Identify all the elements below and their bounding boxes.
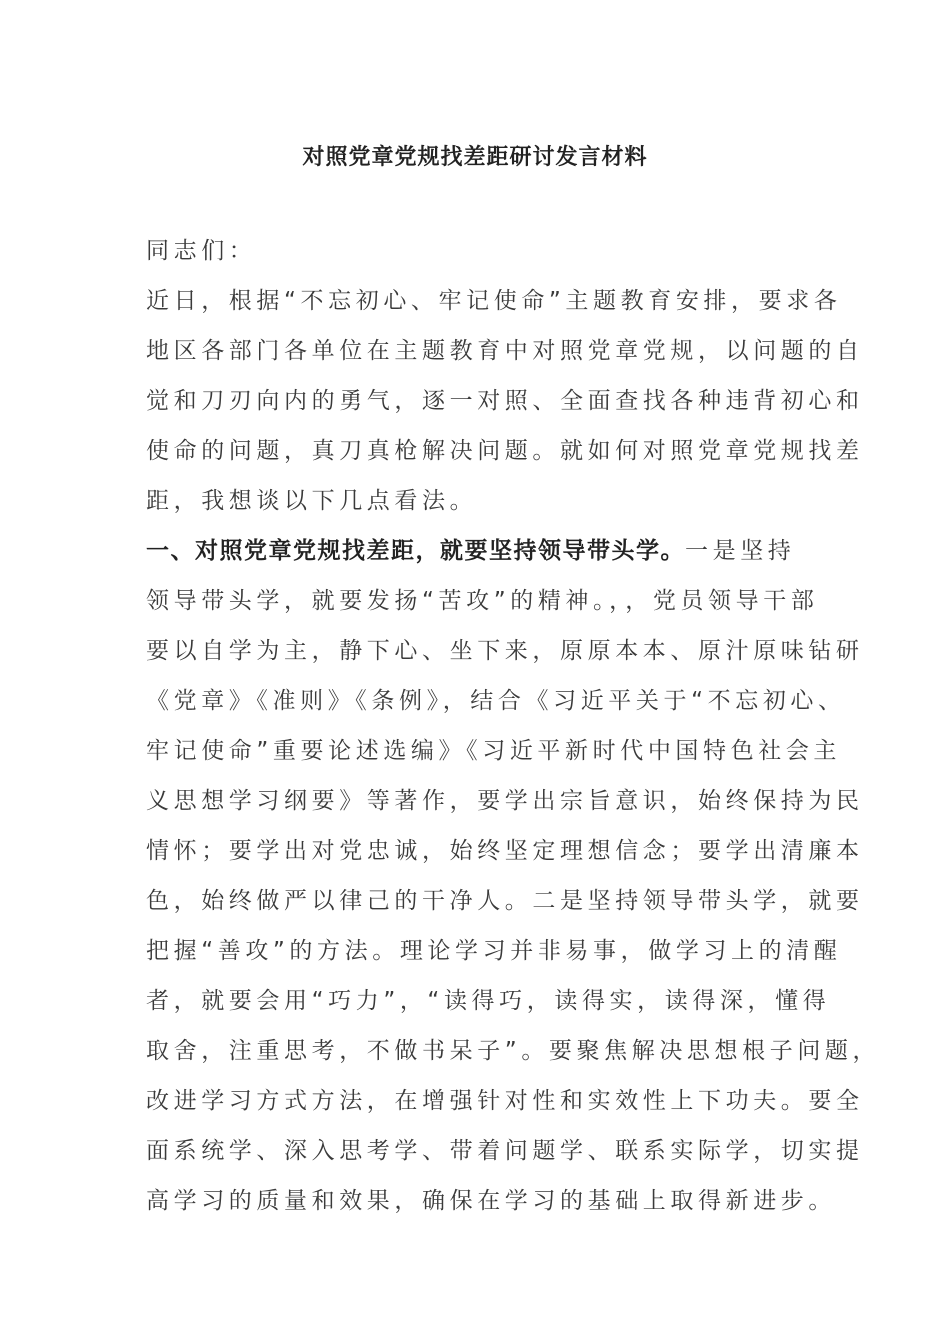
body-line: 者，就要会用“巧力”，“读得巧，读得实，读得深，懂得 [146,988,831,1014]
body-line: 要以自学为主，静下心、坐下来，原原本本、原汁原味钻研 [146,638,864,664]
body-line: 改进学习方式方法，在增强针对性和实效性上下功夫。要全 [146,1088,864,1114]
body-line: 取舍，注重思考，不做书呆子”。要聚焦解决思想根子问题， [146,1038,881,1064]
body-line: 把握“善攻”的方法。理论学习并非易事，做学习上的清醒 [146,938,842,964]
body-line: 情怀；要学出对党忠诚，始终坚定理想信念；要学出清廉本 [146,838,864,864]
body-line: 领导带头学，就要发扬“苦攻”的精神。，，党员领导干部 [146,588,819,614]
section-heading-line [146,536,795,566]
body-line: 义思想学习纲要》等著作，要学出宗旨意识，始终保持为民 [146,788,864,814]
document-title: 对照党章党规找差距研讨发言材料 [302,145,648,170]
section-heading: 一、对照党章党规找差距，就要坚持领导带头学。 [146,538,685,564]
body-line: 高学习的质量和效果，确保在学习的基础上取得新进步。 [146,1188,836,1214]
intro-line: 近日，根据“不忘初心、牢记使命”主题教育安排，要求各 [146,288,842,314]
section-first-line-rest: 一是坚持 [685,538,796,564]
intro-line: 距，我想谈以下几点看法。 [146,488,478,514]
body-line: 牢记使命”重要论述选编》《习近平新时代中国特色社会主 [146,738,842,764]
salutation: 同志们： [146,238,257,264]
body-line: 《党章》《准则》《条例》，结合《习近平关于“不忘初心、 [146,688,846,714]
intro-line: 觉和刀刃向内的勇气，逐一对照、全面查找各种违背初心和 [146,388,864,414]
body-line: 面系统学、深入思考学、带着问题学、联系实际学，切实提 [146,1138,864,1164]
intro-line: 地区各部门各单位在主题教育中对照党章党规，以问题的自 [146,338,864,364]
body-line: 色，始终做严以律己的干净人。二是坚持领导带头学，就要 [146,888,864,914]
intro-line: 使命的问题，真刀真枪解决问题。就如何对照党章党规找差 [146,438,864,464]
